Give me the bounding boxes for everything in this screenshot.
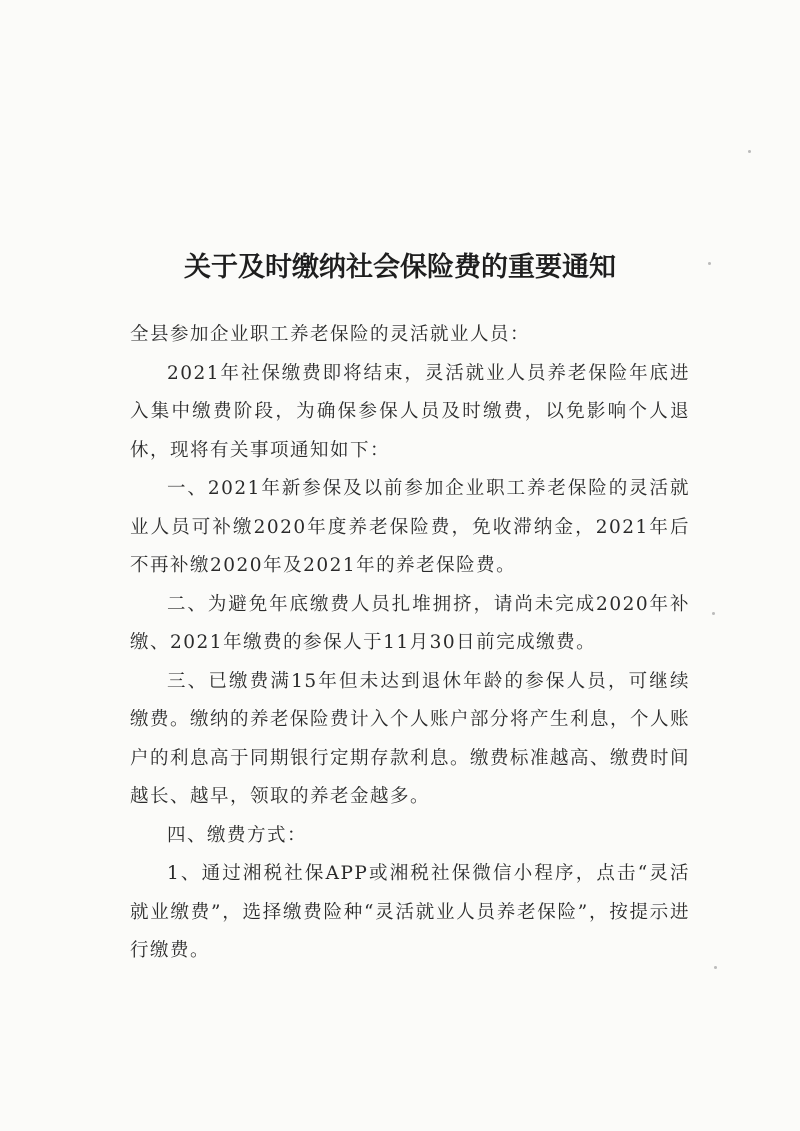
paragraph-item-3: 三、已缴费满15年但未达到退休年龄的参保人员，可继续缴费。缴纳的养老保险费计入个人账户部分将产生利息，个人账户的利息高于同期银行定期存款利息。缴费标准越高、缴费时间越长、越早，领取的养老金越多。 bbox=[130, 670, 691, 807]
paragraph-item-4: 四、缴费方式： bbox=[167, 824, 308, 846]
scan-speck bbox=[714, 966, 717, 969]
document-title: 关于及时缴纳社会保险费的重要通知 bbox=[184, 252, 616, 283]
paragraph-item-2: 二、为避免年底缴费人员扎堆拥挤，请尚未完成2020年补缴、2021年缴费的参保人于11月30日前完成缴费。 bbox=[130, 593, 690, 653]
salutation: 全县参加企业职工养老保险的灵活就业人员： bbox=[130, 324, 531, 345]
scan-speck bbox=[712, 612, 715, 615]
scan-speck bbox=[708, 262, 711, 265]
document-body bbox=[130, 316, 690, 971]
paragraph-item-1: 一、2021年新参保及以前参加企业职工养老保险的灵活就业人员可补缴2020年度养老保险费，免收滞纳金，2021年后不再补缴2020年及2021年的养老保险费。 bbox=[130, 478, 690, 576]
paragraph-intro: 2021年社保缴费即将结束，灵活就业人员养老保险年底进入集中缴费阶段，为确保参保人员及时缴费，以免影响个人退休，现将有关事项通知如下： bbox=[130, 362, 690, 461]
scan-speck bbox=[748, 150, 751, 153]
paragraph-method-1: 1、通过湘税社保APP或湘税社保微信小程序，点击“灵活就业缴费”，选择缴费险种“灵活就业人员养老保险”，按提示进行缴费。 bbox=[130, 863, 690, 961]
